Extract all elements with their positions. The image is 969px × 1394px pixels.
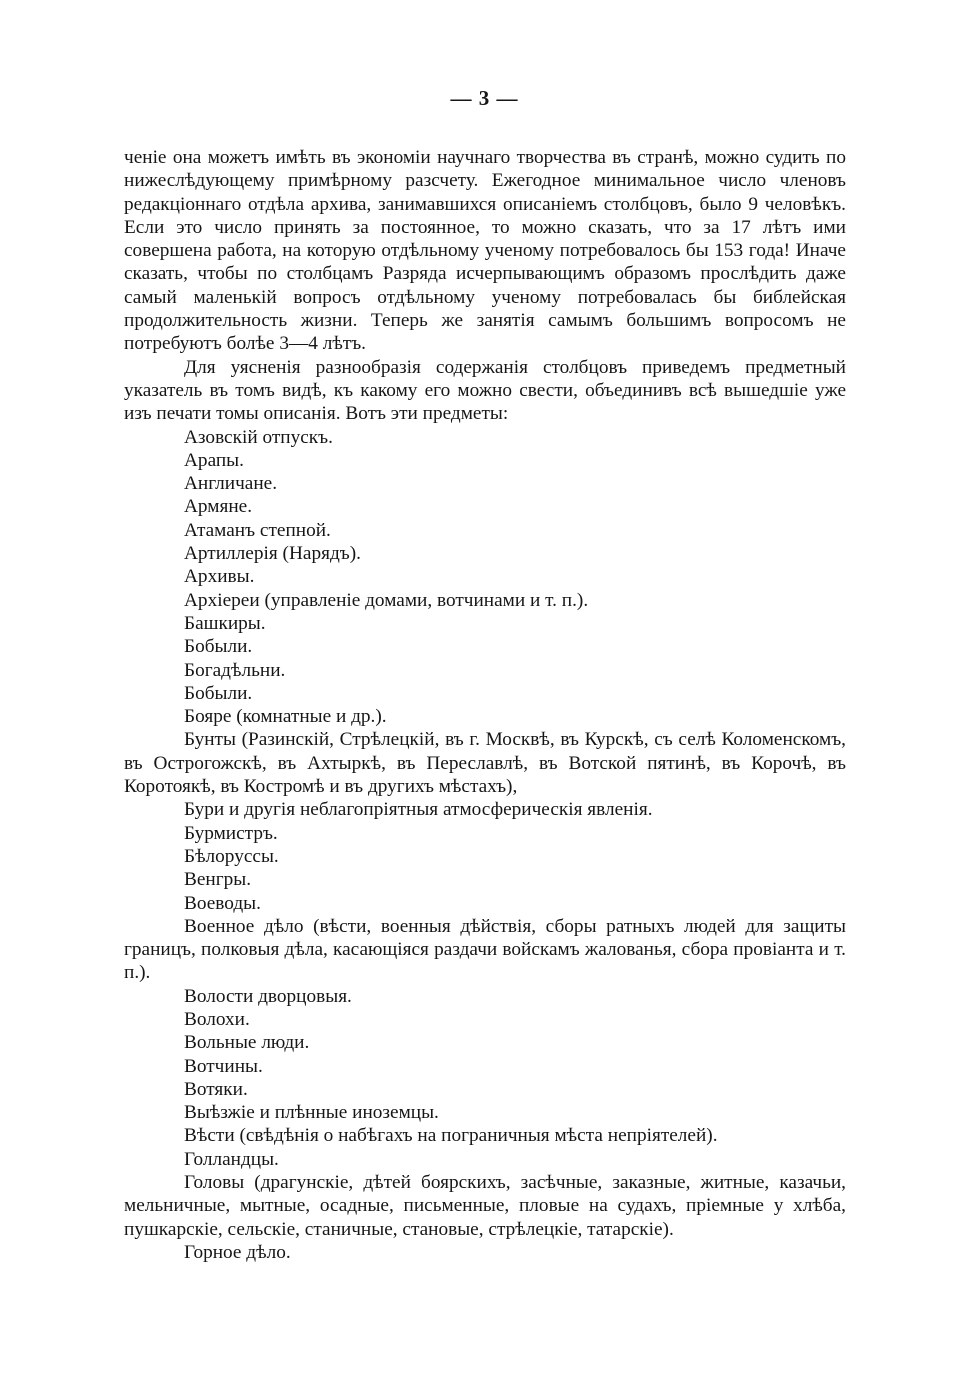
list-item: Бунты (Разинскій, Стрѣлецкій, въ г. Москвѣ, въ Курскѣ, съ селѣ Коломенскомъ, въ Острогожскѣ, въ Ахтыркѣ, въ Переславлѣ, въ Вотской пятинѣ, въ Корочѣ, въ Коротоякѣ, въ Костромѣ и въ другихъ мѣстахъ), (124, 729, 846, 798)
list-item: Бурмистръ. (184, 822, 278, 844)
list-item: Башкиры. (184, 612, 266, 634)
list-item: Бобыли. (184, 682, 253, 704)
list-item: Англичане. (184, 473, 278, 495)
list-item: Архіереи (управленіе домами, вотчинами и т. п.). (184, 589, 589, 611)
list-item: Воеводы. (184, 892, 261, 914)
list-item: Бѣлоруссы. (184, 845, 279, 867)
list-item: Бобыли. (184, 636, 253, 658)
list-item: Вольные люди. (184, 1032, 310, 1054)
list-item: Бояре (комнатные и др.). (184, 706, 387, 728)
list-item: Богадѣльни. (184, 659, 286, 681)
list-item: Выѣзжіе и плѣнные иноземцы. (184, 1102, 439, 1124)
list-item: Арапы. (184, 449, 244, 471)
page-number: — 3 — (450, 86, 519, 110)
list-item: Азовскій отпускъ. (184, 426, 333, 448)
paragraph-subject-intro: Для уясненія разнообразія содержанія столбцовъ приведемъ предметный указатель въ томъ видѣ, къ какому его можно свести, объединивъ всѣ вышедшіе уже изъ печати томы описанія. Вотъ эти предметы: (124, 356, 846, 425)
list-item: Вотяки. (184, 1078, 248, 1100)
list-item: Волохи. (184, 1008, 250, 1030)
list-item: Архивы. (184, 566, 255, 588)
list-item: Венгры. (184, 869, 252, 891)
list-item: Вотчины. (184, 1055, 263, 1077)
list-item: Горное дѣло. (184, 1241, 291, 1263)
list-item: Артиллерія (Нарядъ). (184, 543, 361, 565)
body-text (124, 146, 846, 1264)
list-item: Вѣсти (свѣдѣнія о набѣгахъ на пограничныя мѣста непріятелей). (184, 1125, 718, 1147)
list-item: Армяне. (184, 496, 253, 518)
list-item: Голландцы. (184, 1148, 279, 1170)
list-item: Военное дѣло (вѣсти, военныя дѣйствія, сборы ратныхъ людей для защиты границъ, полковыя дѣла, касающіяся раздачи войскамъ жалованья, сбора провіанта и т. п.). (124, 915, 846, 984)
list-item: Атаманъ степной. (184, 519, 331, 541)
list-item: Бури и другія неблагопріятныя атмосферическія явленія. (184, 799, 653, 821)
list-item: Волости дворцовыя. (184, 985, 352, 1007)
subject-index-list (124, 426, 846, 1265)
paragraph-continuation: ченіе она можетъ имѣть въ экономіи научнаго творчества въ странѣ, можно судить по нижеслѣдующему примѣрному разсчету. Ежегодное минимальное число членовъ редакціоннаго отдѣла архива, занимавшихся описаніемъ столбцовъ, было 9 человѣкъ. Если это число принять за постоянное, то можно сказать, что за 17 лѣтъ ими совершена работа, на которую отдѣльному ученому потребовалось бы 153 года! Иначе сказать, чтобы по столбцамъ Разряда исчерпывающимъ образомъ прослѣдить даже самый маленькій вопросъ отдѣльному ученому потребовалась бы библейская продолжительность жизни. Теперь же занятія самымъ большимъ вопросомъ не потребуютъ болѣе 3—4 лѣтъ. (124, 147, 846, 355)
list-item: Головы (драгунскіе, дѣтей боярскихъ, засѣчные, заказные, житные, казачьи, мельничные, мытные, осадные, письменные, пловые на судахъ, пріемные у хлѣба, пушкарскіе, сельскіе, станичные, становые, стрѣлецкіе, татарскіе). (124, 1172, 846, 1240)
